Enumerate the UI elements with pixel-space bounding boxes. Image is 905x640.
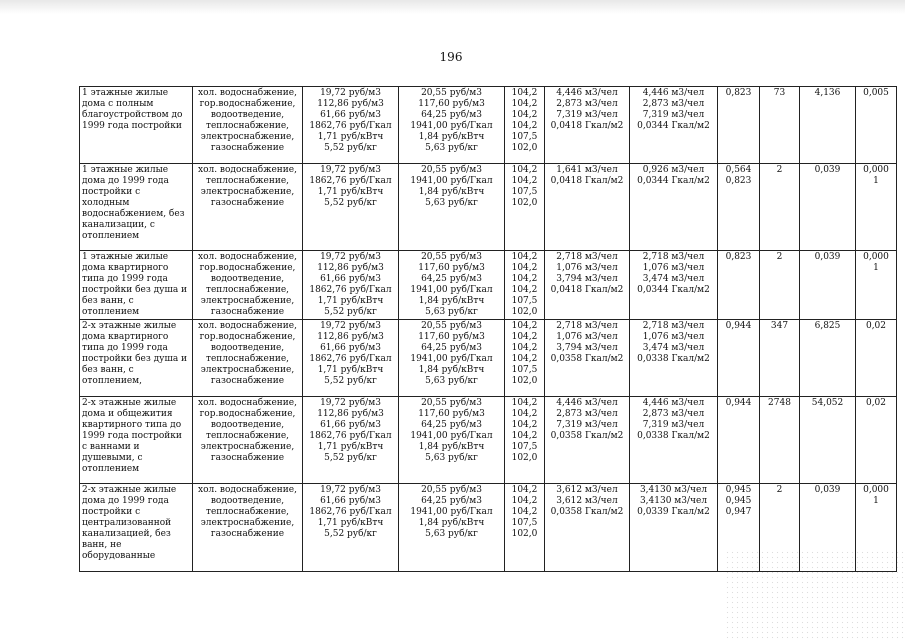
- norm-new-cell: 3,4130 м3/чел 3,4130 м3/чел 0,0339 Гкал/м2: [630, 484, 718, 572]
- index-cell: 104,2 104,2 104,2 104,2 107,5 102,0: [505, 87, 545, 164]
- tariff-new-cell: 20,55 руб/м3 117,60 руб/м3 64,25 руб/м3 1941,00 руб/Гкал 1,84 руб/кВтч 5,63 руб/кг: [399, 320, 505, 397]
- tariff-current-cell: 19,72 руб/м3 112,86 руб/м3 61,66 руб/м3 1862,76 руб/Гкал 1,71 руб/кВтч 5,52 руб/кг: [303, 251, 399, 320]
- coefficient-cell: 0,823: [718, 87, 760, 164]
- quantity-cell: 2748: [760, 397, 800, 484]
- norm-current-cell: 4,446 м3/чел 2,873 м3/чел 7,319 м3/чел 0,0358 Гкал/м2: [545, 397, 630, 484]
- index-cell: 104,2 104,2 104,2 107,5 102,0: [505, 484, 545, 572]
- tariff-current-cell: 19,72 руб/м3 112,86 руб/м3 61,66 руб/м3 1862,76 руб/Гкал 1,71 руб/кВтч 5,52 руб/кг: [303, 320, 399, 397]
- index-cell: 104,2 104,2 104,2 104,2 107,5 102,0: [505, 397, 545, 484]
- scan-edge-shadow: [0, 0, 905, 14]
- amount-cell: 0,039: [800, 251, 856, 320]
- coefficient-cell: 0,944: [718, 397, 760, 484]
- tariff-current-cell: 19,72 руб/м3 112,86 руб/м3 61,66 руб/м3 1862,76 руб/Гкал 1,71 руб/кВтч 5,52 руб/кг: [303, 87, 399, 164]
- norm-current-cell: 4,446 м3/чел 2,873 м3/чел 7,319 м3/чел 0,0418 Гкал/м2: [545, 87, 630, 164]
- rate-cell: 0,02: [856, 397, 897, 484]
- tariff-new-cell: 20,55 руб/м3 117,60 руб/м3 64,25 руб/м3 1941,00 руб/Гкал 1,84 руб/кВтч 5,63 руб/кг: [399, 397, 505, 484]
- quantity-cell: 347: [760, 320, 800, 397]
- rate-cell: 0,02: [856, 320, 897, 397]
- coefficient-cell: 0,944: [718, 320, 760, 397]
- amount-cell: 4,136: [800, 87, 856, 164]
- amount-cell: 0,039: [800, 164, 856, 251]
- index-cell: 104,2 104,2 107,5 102,0: [505, 164, 545, 251]
- norm-new-cell: 4,446 м3/чел 2,873 м3/чел 7,319 м3/чел 0,0338 Гкал/м2: [630, 397, 718, 484]
- norm-current-cell: 1,641 м3/чел 0,0418 Гкал/м2: [545, 164, 630, 251]
- page-number: 196: [439, 50, 463, 64]
- tariff-new-cell: 20,55 руб/м3 117,60 руб/м3 64,25 руб/м3 1941,00 руб/Гкал 1,84 руб/кВтч 5,63 руб/кг: [399, 251, 505, 320]
- services-cell: хол. водоснабжение, гор.водоснабжение, водоотведение, теплоснабжение, электроснабжение, газоснабжение: [193, 320, 303, 397]
- amount-cell: 6,825: [800, 320, 856, 397]
- housing-category-cell: 1 этажные жилые дома квартирного типа до 1999 года постройки без душа и без ванн, с отоплением: [80, 251, 193, 320]
- quantity-cell: 73: [760, 87, 800, 164]
- rate-cell: 0,000 1: [856, 251, 897, 320]
- index-cell: 104,2 104,2 104,2 104,2 107,5 102,0: [505, 251, 545, 320]
- housing-category-cell: 2-х этажные жилые дома и общежития квартирного типа до 1999 года постройки с ваннами и душевыми, с отоплением: [80, 397, 193, 484]
- tariff-new-cell: 20,55 руб/м3 117,60 руб/м3 64,25 руб/м3 1941,00 руб/Гкал 1,84 руб/кВтч 5,63 руб/кг: [399, 87, 505, 164]
- coefficient-cell: 0,823: [718, 251, 760, 320]
- services-cell: хол. водоснабжение, водоотведение, теплоснабжение, электроснабжение, газоснабжение: [193, 484, 303, 572]
- norm-new-cell: 4,446 м3/чел 2,873 м3/чел 7,319 м3/чел 0,0344 Гкал/м2: [630, 87, 718, 164]
- tariff-new-cell: 20,55 руб/м3 1941,00 руб/Гкал 1,84 руб/кВтч 5,63 руб/кг: [399, 164, 505, 251]
- norm-new-cell: 2,718 м3/чел 1,076 м3/чел 3,474 м3/чел 0,0338 Гкал/м2: [630, 320, 718, 397]
- housing-category-cell: 1 этажные жилые дома до 1999 года постройки с холодным водоснабжением, без канализации, с отоплением: [80, 164, 193, 251]
- housing-category-cell: 2-х этажные жилые дома до 1999 года постройки с централизованной канализацией, без ванн, не оборудованные: [80, 484, 193, 572]
- services-cell: хол. водоснабжение, теплоснабжение, электроснабжение, газоснабжение: [193, 164, 303, 251]
- tariff-current-cell: 19,72 руб/м3 112,86 руб/м3 61,66 руб/м3 1862,76 руб/Гкал 1,71 руб/кВтч 5,52 руб/кг: [303, 397, 399, 484]
- amount-cell: 0,039: [800, 484, 856, 572]
- housing-category-cell: 1 этажные жилые дома с полным благоустройством до 1999 года постройки: [80, 87, 193, 164]
- index-cell: 104,2 104,2 104,2 104,2 107,5 102,0: [505, 320, 545, 397]
- table-row: [80, 164, 897, 251]
- coefficient-cell: 0,564 0,823: [718, 164, 760, 251]
- norm-current-cell: 2,718 м3/чел 1,076 м3/чел 3,794 м3/чел 0,0418 Гкал/м2: [545, 251, 630, 320]
- norm-current-cell: 3,612 м3/чел 3,612 м3/чел 0,0358 Гкал/м2: [545, 484, 630, 572]
- norm-current-cell: 2,718 м3/чел 1,076 м3/чел 3,794 м3/чел 0,0358 Гкал/м2: [545, 320, 630, 397]
- amount-cell: 54,052: [800, 397, 856, 484]
- table-row: [80, 87, 897, 164]
- tariff-new-cell: 20,55 руб/м3 64,25 руб/м3 1941,00 руб/Гкал 1,84 руб/кВтч 5,63 руб/кг: [399, 484, 505, 572]
- rate-cell: 0,000 1: [856, 164, 897, 251]
- norm-new-cell: 2,718 м3/чел 1,076 м3/чел 3,474 м3/чел 0,0344 Гкал/м2: [630, 251, 718, 320]
- tariff-table: [79, 86, 897, 572]
- table-row: [80, 251, 897, 320]
- rate-cell: 0,005: [856, 87, 897, 164]
- tariff-current-cell: 19,72 руб/м3 61,66 руб/м3 1862,76 руб/Гкал 1,71 руб/кВтч 5,52 руб/кг: [303, 484, 399, 572]
- coefficient-cell: 0,945 0,945 0,947: [718, 484, 760, 572]
- housing-category-cell: 2-х этажные жилые дома квартирного типа до 1999 года постройки без душа и без ванн, с отоплением,: [80, 320, 193, 397]
- quantity-cell: 2: [760, 251, 800, 320]
- scan-noise: [725, 550, 905, 640]
- services-cell: хол. водоснабжение, гор.водоснабжение, водоотведение, теплоснабжение, электроснабжение, газоснабжение: [193, 251, 303, 320]
- table-row: [80, 397, 897, 484]
- services-cell: хол. водоснабжение, гор.водоснабжение, водоотведение, теплоснабжение, электроснабжение, газоснабжение: [193, 87, 303, 164]
- norm-new-cell: 0,926 м3/чел 0,0344 Гкал/м2: [630, 164, 718, 251]
- services-cell: хол. водоснабжение, гор.водоснабжение, водоотведение, теплоснабжение, электроснабжение, газоснабжение: [193, 397, 303, 484]
- quantity-cell: 2: [760, 484, 800, 572]
- tariff-current-cell: 19,72 руб/м3 1862,76 руб/Гкал 1,71 руб/кВтч 5,52 руб/кг: [303, 164, 399, 251]
- table-row: [80, 320, 897, 397]
- quantity-cell: 2: [760, 164, 800, 251]
- rate-cell: 0,000 1: [856, 484, 897, 572]
